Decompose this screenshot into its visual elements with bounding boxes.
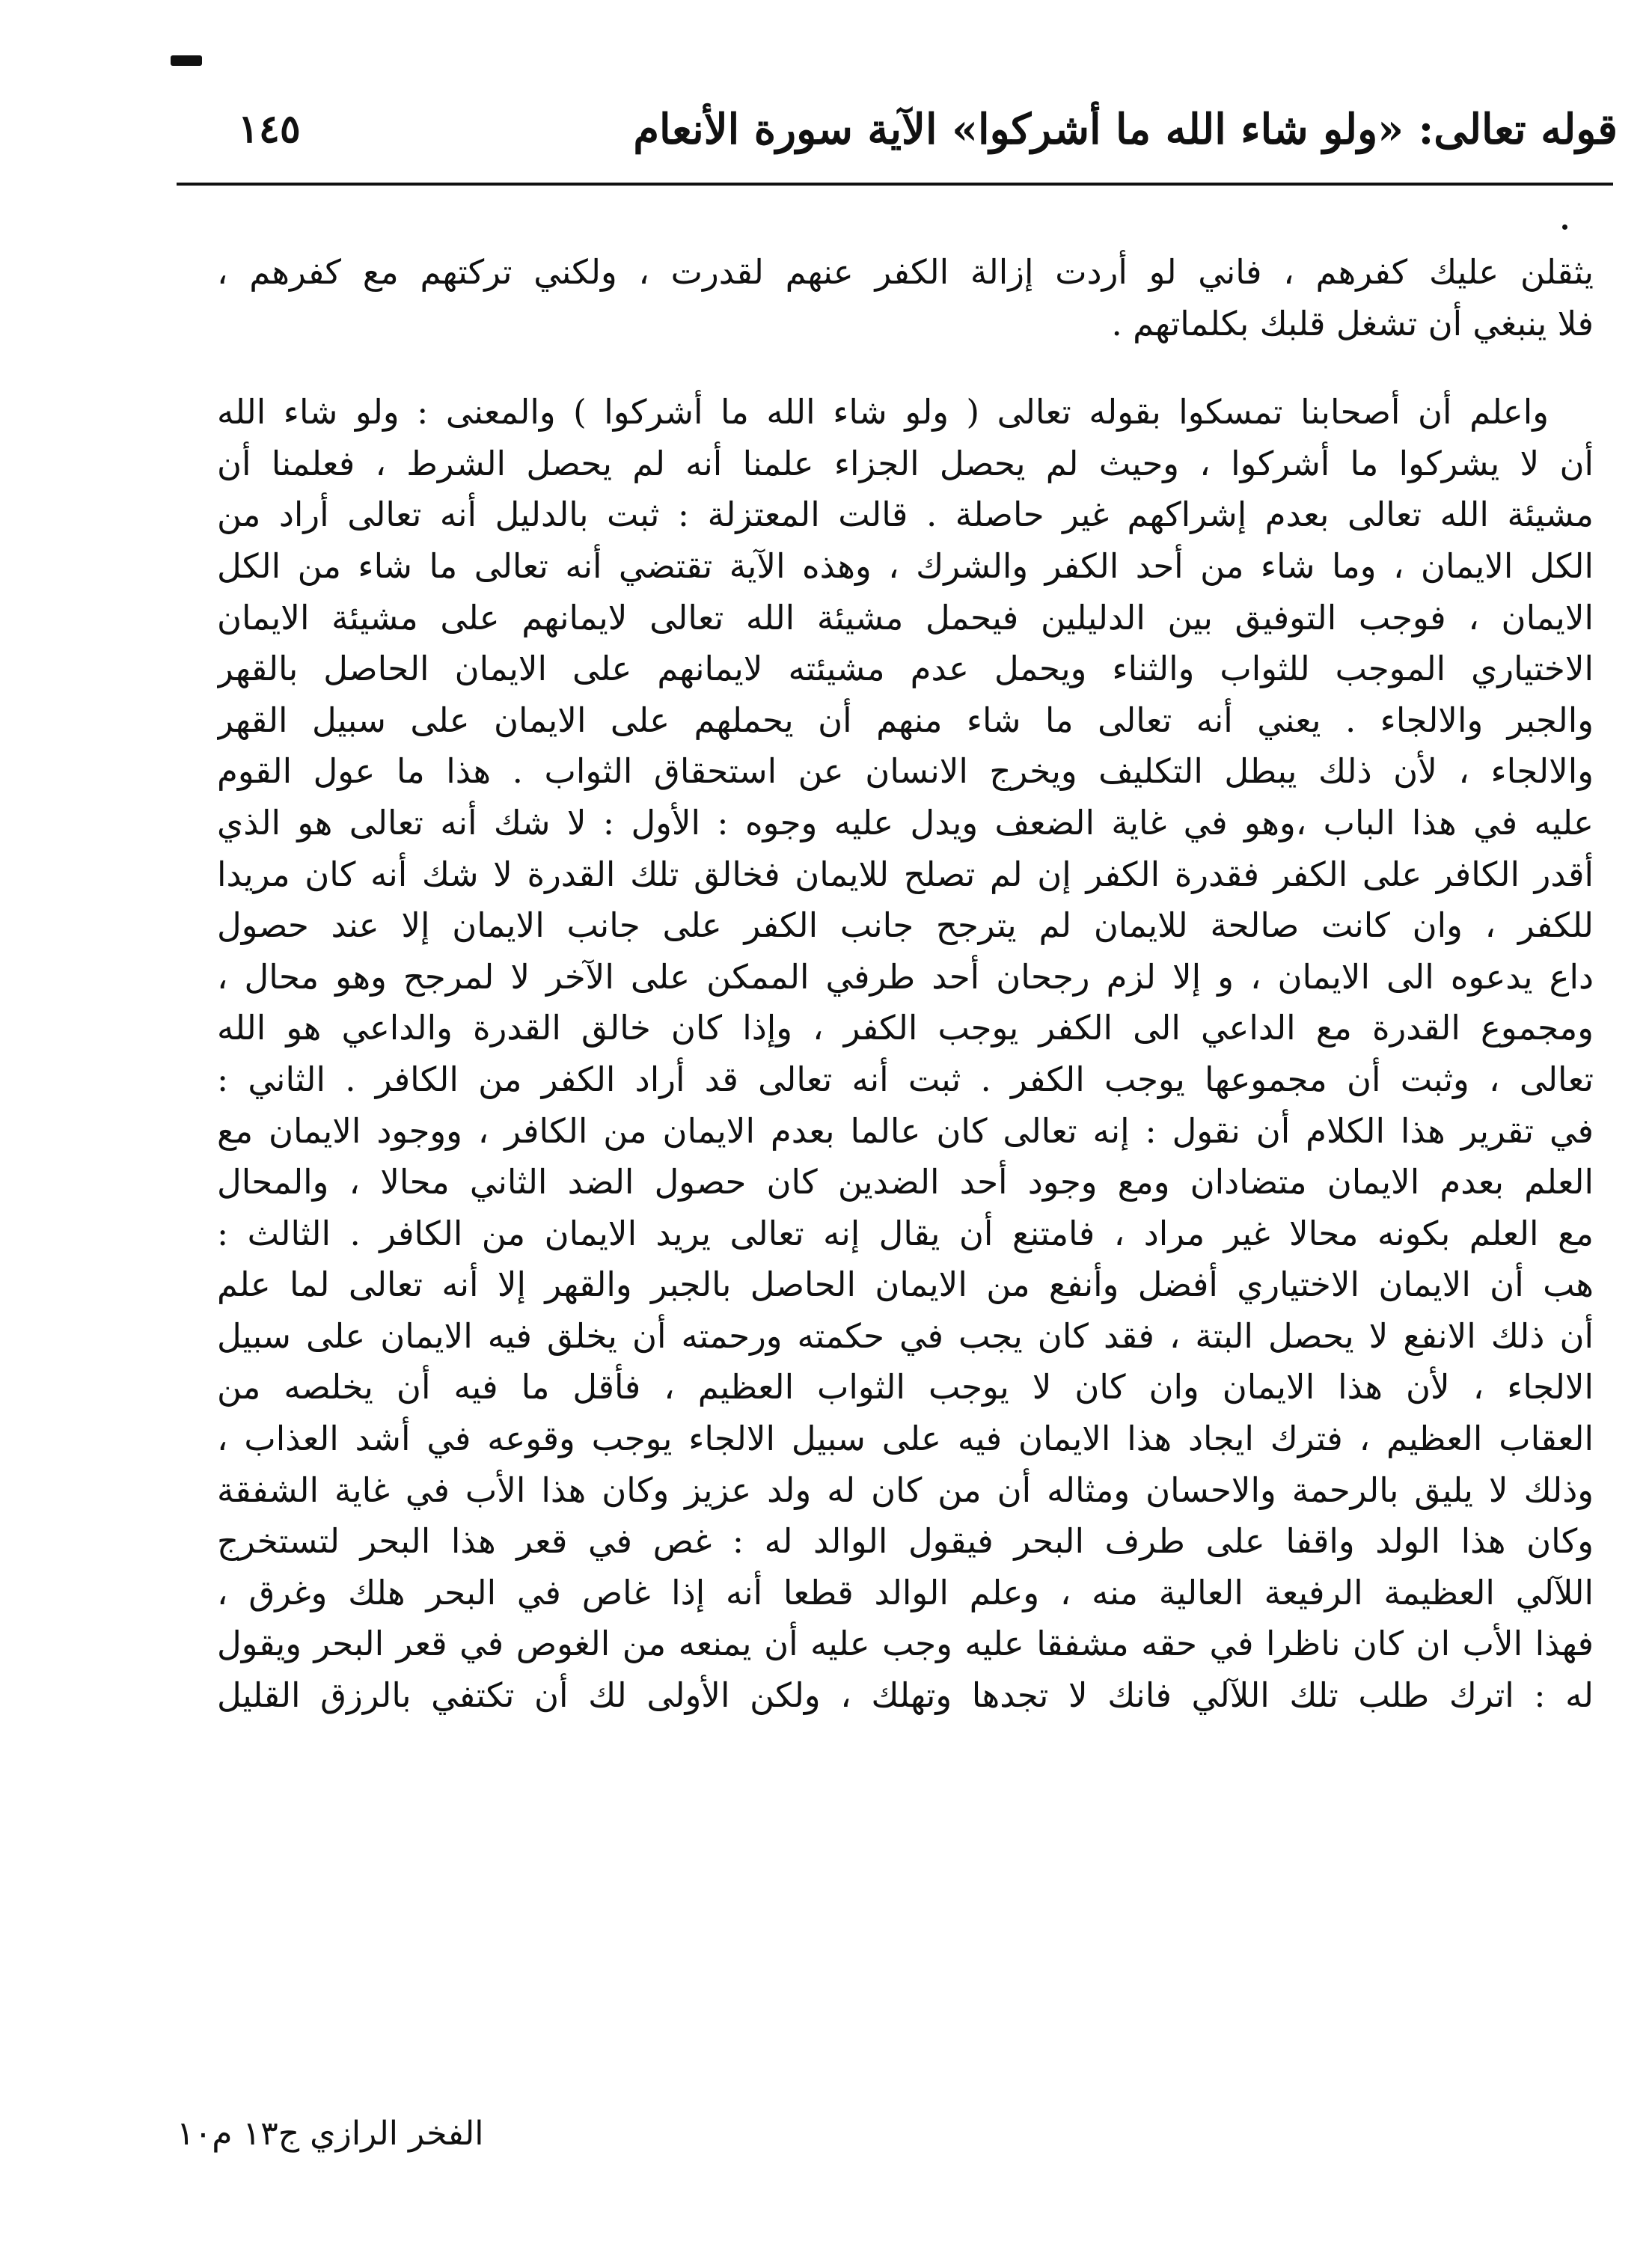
text-line: له : اترك طلب تلك اللآلي فانك لا تجدها وتهلك ، ولكن الأولى لك أن تكتفي بالرزق القليل: [217, 1675, 1594, 1716]
scan-dot: [1562, 224, 1567, 230]
page-header: [238, 103, 1618, 156]
text-line: وذلك لا يليق بالرحمة والاحسان ومثاله أن من كان له ولد عزيز وكان هذا الأب في غاية الشفقة: [217, 1470, 1594, 1510]
text-line: واعلم أن أصحابنا تمسكوا بقوله تعالى ( ولو شاء الله ما أشركوا ) والمعنى : ولو شاء الله: [217, 392, 1549, 432]
paragraph-2: [217, 387, 1594, 1824]
footer-signature: الفخر الرازي ج١٣ م١٠: [177, 2115, 484, 2153]
text-line: العقاب العظيم ، فترك ايجاد هذا الايمان فيه على سبيل الالجاء يوجب وقوعه في أشد العذاب ،: [217, 1419, 1594, 1459]
text-line: ومجموع القدرة مع الداعي الى الكفر يوجب الكفر ، وإذا كان خالق القدرة والداعي هو الله: [217, 1008, 1594, 1048]
text-line: العلم بعدم الايمان متضادان ومع وجود أحد الضدين كان حصول الضد الثاني محالا ، والمحال: [217, 1162, 1594, 1202]
text-line: داع يدعوه الى الايمان ، و إلا لزم رجحان أحد طرفي الممكن على الآخر لا لمرجح وهو محال ،: [217, 956, 1594, 997]
text-line: للكفر ، وان كانت صالحة للايمان لم يترجح جانب الكفر على جانب الايمان إلا عند حصول: [217, 905, 1594, 946]
text-line: وكان هذا الولد واقفا على طرف البحر فيقول الوالد له : غص في قعر هذا البحر لتستخرج: [217, 1521, 1594, 1562]
text-line: أقدر الكافر على الكفر فقدرة الكفر إن لم تصلح للايمان فخالق تلك القدرة لا شك أنه كان مريدا: [217, 854, 1594, 894]
paragraph-1: [217, 247, 1594, 349]
page-number: ١٤٥: [238, 106, 301, 152]
text-line: يثقلن عليك كفرهم ، فاني لو أردت إزالة الكفر عنهم لقدرت ، ولكني تركتهم مع كفرهم ،: [217, 252, 1594, 292]
text-line: الكل الايمان ، وما شاء من أحد الكفر والشرك ، وهذه الآية تقتضي أنه تعالى ما شاء من الكل: [217, 545, 1594, 586]
text-line: في تقرير هذا الكلام أن نقول : إنه تعالى كان عالما بعدم الايمان من الكافر ، ووجود الايمان مع: [217, 1110, 1594, 1151]
running-title: قوله تعالى: «ولو شاء الله ما أشركوا» الآية سورة الأنعام: [633, 105, 1618, 154]
text-line: مشيئة الله تعالى بعدم إشراكهم غير حاصلة . قالت المعتزلة : ثبت بالدليل أنه تعالى أراد من: [217, 495, 1594, 535]
text-line: عليه في هذا الباب ،وهو في غاية الضعف ويدل عليه وجوه : الأول : لا شك أنه تعالى هو الذي: [217, 802, 1594, 843]
header-rule: [177, 183, 1613, 186]
text-line: والجبر والالجاء . يعني أنه تعالى ما شاء منهم أن يحملهم على الايمان على سبيل القهر: [217, 700, 1594, 740]
text-line: الالجاء ، لأن هذا الايمان وان كان لا يوجب الثواب العظيم ، فأقل ما فيه أن يخلصه من: [217, 1367, 1594, 1407]
text-line: الايمان ، فوجب التوفيق بين الدليلين فيحمل مشيئة الله تعالى لايمانهم على مشيئة الايمان: [217, 597, 1594, 638]
text-line: [217, 1773, 1594, 1824]
text-line: تعالى ، وثبت أن مجموعها يوجب الكفر . ثبت أنه تعالى قد أراد الكفر من الكافر . الثاني :: [217, 1059, 1594, 1099]
text-line: الاختياري الموجب للثواب والثناء ويحمل عدم مشيئته لايمانهم على الايمان الحاصل بالقهر: [217, 649, 1594, 689]
text-line: أن لا يشركوا ما أشركوا ، وحيث لم يحصل الجزاء علمنا أنه لم يحصل الشرط ، فعلمنا أن: [217, 443, 1594, 483]
text-line: [217, 1722, 1594, 1773]
text-line: أن ذلك الانفع لا يحصل البتة ، فقد كان يجب في حكمته ورحمته أن يخلق فيه الايمان على سبيل: [217, 1315, 1594, 1356]
text-line: اللآلي العظيمة الرفيعة العالية منه ، وعلم الوالد قطعا أنه إذا غاص في البحر هلك وغرق ،: [217, 1572, 1594, 1612]
scan-mark: [171, 55, 202, 66]
text-line: مع العلم بكونه محالا غير مراد ، فامتنع أن يقال إنه تعالى يريد الايمان من الكافر . الثالث :: [217, 1213, 1594, 1253]
text-line: والالجاء ، لأن ذلك يبطل التكليف ويخرج الانسان عن استحقاق الثواب . هذا ما عول القوم: [217, 751, 1594, 792]
text-line: هب أن الايمان الاختياري أفضل وأنفع من الايمان الحاصل بالجبر والقهر إلا أنه تعالى لما علم: [217, 1265, 1594, 1305]
text-line: فلا ينبغي أن تشغل قلبك بكلماتهم .: [1111, 303, 1594, 343]
body-text: [217, 247, 1594, 1824]
text-line: فهذا الأب ان كان ناظرا في حقه مشفقا عليه وجب عليه أن يمنعه من الغوص في قعر البحر ويقول: [217, 1624, 1594, 1664]
